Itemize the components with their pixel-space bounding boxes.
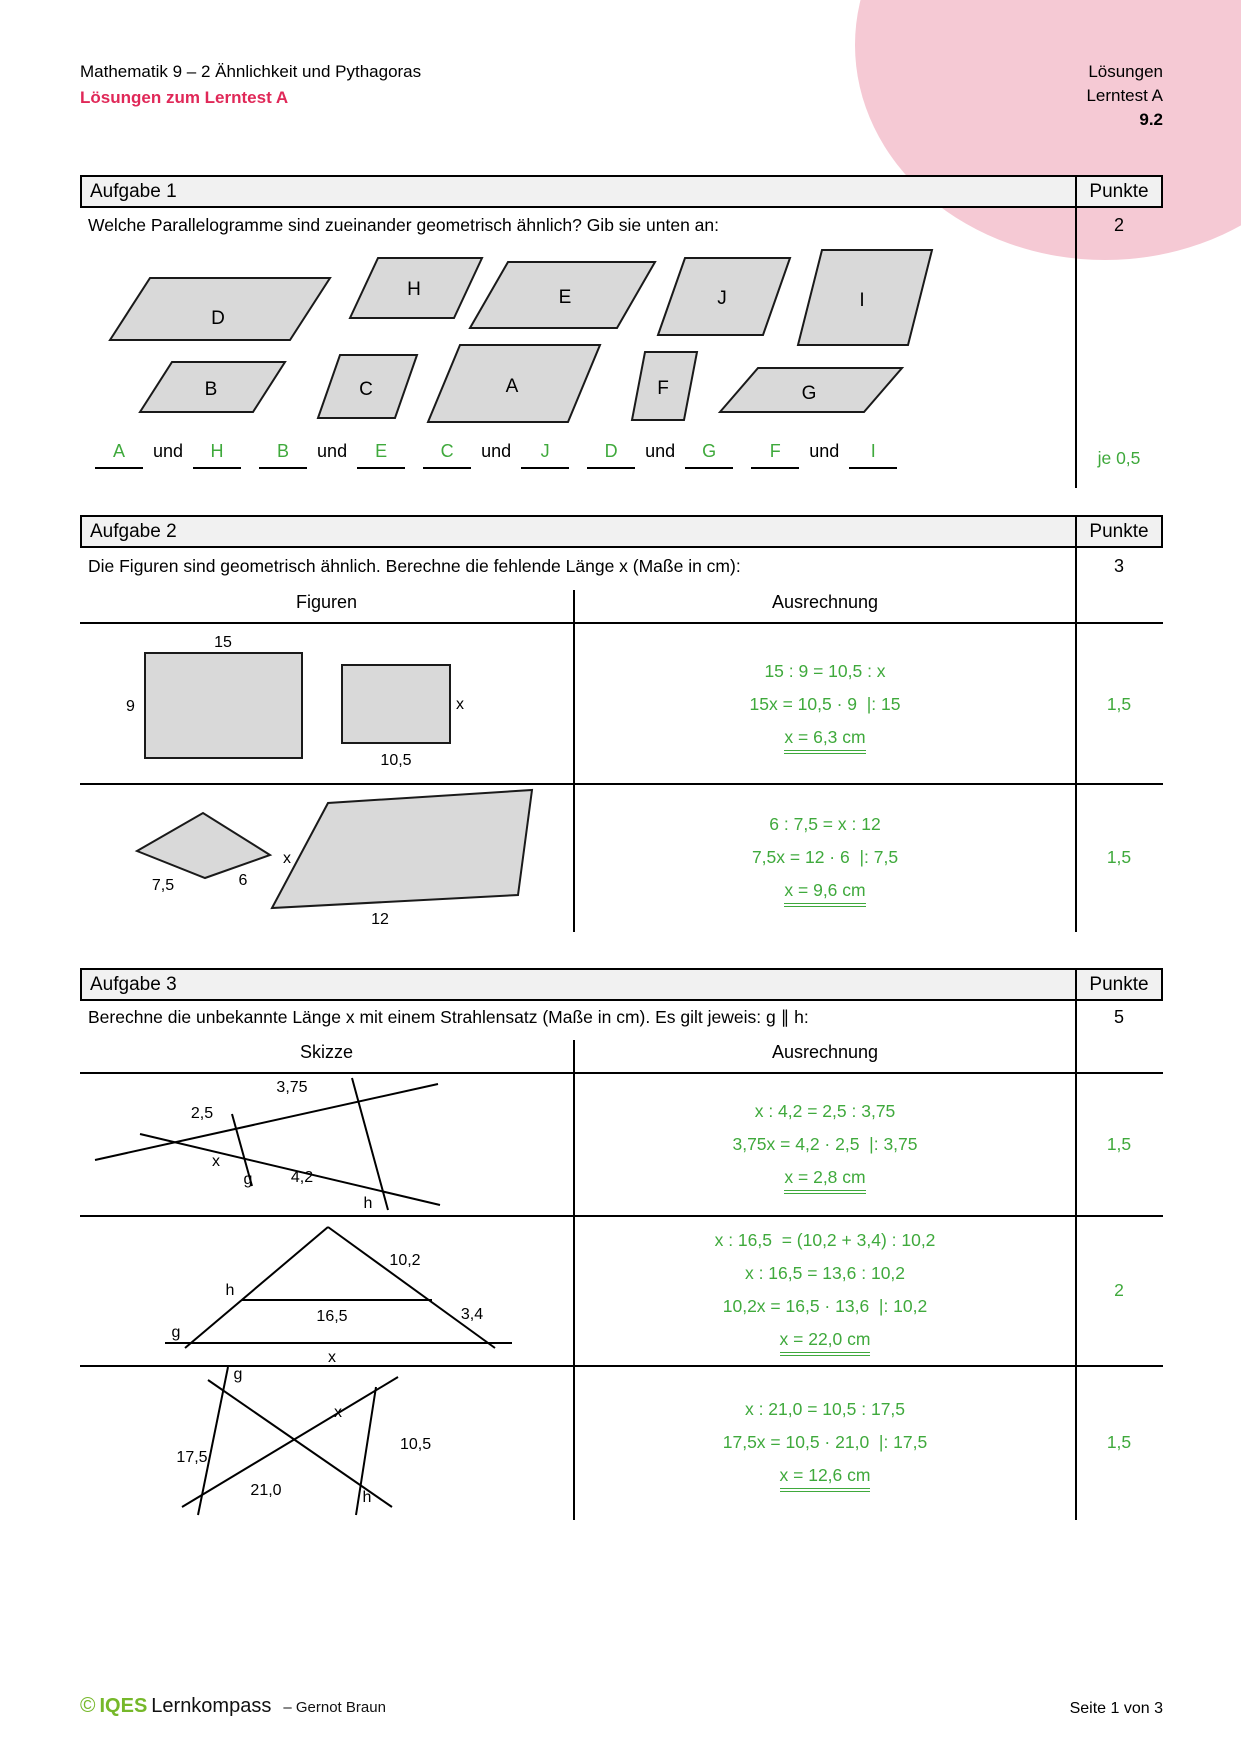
line-label-h: h (362, 1489, 372, 1506)
calc-line: x : 4,2 = 2,5 : 3,75 (754, 1101, 896, 1121)
answer-blank: C (423, 441, 471, 469)
dim-label-x: x (334, 1404, 342, 1421)
intercept-theorem-sketch-1 (80, 1074, 573, 1215)
task2-row2-calc (575, 783, 1075, 932)
task1-title: Aufgabe 1 (90, 180, 177, 202)
task1-points-value: 2 (1113, 215, 1124, 235)
similar-rectangles-figure (80, 625, 573, 783)
header-right-line1: Lösungen (1088, 62, 1163, 81)
task2-col-calc: Ausrechnung (771, 592, 879, 612)
line-label-h: h (225, 1282, 235, 1299)
transversal-g-line (198, 1367, 228, 1515)
calc-line: 10,2x = 16,5 · 13,6 |: 10,2 (722, 1296, 928, 1316)
task2-header (80, 515, 1163, 548)
large-quadrilateral (272, 790, 532, 908)
intercept-theorem-sketch-2 (80, 1215, 573, 1365)
large-rectangle (145, 653, 302, 758)
line-label-h: h (363, 1195, 373, 1212)
calc-line: 15 : 9 = 10,5 : x (764, 660, 886, 681)
answer-pair (259, 441, 405, 469)
dim-label: 16,5 (316, 1308, 348, 1325)
parallelogram-label: G (801, 383, 817, 404)
task2-row2-points: 1,5 (1106, 847, 1132, 867)
calc-line: 3,75x = 4,2 · 2,5 |: 3,75 (732, 1134, 918, 1154)
parallelogram-label: A (505, 376, 519, 397)
triangle-left-side-line (185, 1227, 328, 1348)
task2-question: Die Figuren sind geometrisch ähnlich. Berechne die fehlende Länge x (Maße in cm): (88, 556, 741, 576)
small-rectangle (342, 665, 450, 743)
parallelogram-label: D (211, 308, 225, 329)
answer-blank: E (357, 441, 405, 469)
answer-blank: H (193, 441, 241, 469)
course-title: Mathematik 9 – 2 Ähnlichkeit und Pythagoras (80, 62, 422, 81)
task1-question: Welche Parallelogramme sind zueinander geometrisch ähnlich? Gib sie unten an: (88, 215, 719, 235)
crossing-line-1 (208, 1380, 392, 1507)
parallelograms-figure (80, 240, 1080, 440)
task2-col-figures: Figuren (295, 592, 358, 612)
parallelogram-label: C (359, 379, 373, 400)
pink-corner-decoration (855, 0, 1241, 260)
task3-row3-points: 1,5 (1106, 1432, 1132, 1452)
calc-line: x : 16,5 = (10,2 + 3,4) : 10,2 (714, 1230, 936, 1250)
answer-pair (95, 441, 241, 469)
header-right-block (1086, 60, 1163, 132)
line-label-g: g (171, 1324, 181, 1341)
dim-label: 7,5 (151, 877, 175, 894)
parallelogram-label: B (204, 379, 218, 400)
calc-result: x = 2,8 cm (784, 1165, 865, 1194)
page-title: Lösungen zum Lerntest A (80, 88, 289, 107)
crossing-line-2 (182, 1377, 398, 1507)
calc-line: 17,5x = 10,5 · 21,0 |: 17,5 (722, 1432, 928, 1452)
author-name: – Gernot Braun (283, 1699, 386, 1716)
line-label-g: g (243, 1171, 253, 1188)
intercept-theorem-sketch-3 (80, 1365, 573, 1520)
parallelogram-label: J (717, 288, 727, 309)
dim-label: 21,0 (250, 1482, 282, 1499)
calc-result: x = 22,0 cm (780, 1327, 871, 1356)
task2-title: Aufgabe 2 (90, 520, 177, 542)
calc-line: x : 16,5 = 13,6 : 10,2 (744, 1263, 906, 1283)
answer-blank: B (259, 441, 307, 469)
task3-row1-points: 1,5 (1106, 1134, 1132, 1154)
answer-pair (587, 441, 733, 469)
task2-row1-calc (575, 625, 1075, 783)
answer-blank: J (521, 441, 569, 469)
task3-row2-calc (575, 1215, 1075, 1365)
footer-brand (80, 1694, 386, 1718)
task2-points-value: 3 (1113, 556, 1124, 576)
calc-line: 15x = 10,5 · 9 |: 15 (749, 693, 901, 714)
task1-points-each: je 0,5 (1097, 448, 1141, 468)
dim-label-x: x (328, 1349, 336, 1366)
answer-blank: F (751, 441, 799, 469)
answer-pair (751, 441, 897, 469)
answer-pair (423, 441, 569, 469)
dim-label-left: 9 (126, 698, 135, 715)
und-label: und (153, 441, 184, 461)
calc-result: x = 12,6 cm (780, 1463, 871, 1492)
brand-iqes: IQES (99, 1695, 148, 1717)
answer-blank: A (95, 441, 143, 469)
task2-row1-points: 1,5 (1106, 693, 1132, 714)
task3-row1-calc (575, 1074, 1075, 1215)
dim-label: 3,4 (460, 1306, 484, 1323)
dim-label-x: x (283, 850, 291, 867)
parallelogram-label: E (558, 287, 572, 308)
dim-label: 12 (371, 911, 389, 928)
answer-blank: D (587, 441, 635, 469)
task3-row2-points: 2 (1114, 1279, 1124, 1300)
dim-label: 3,75 (276, 1079, 308, 1096)
upper-ray-line (95, 1084, 438, 1160)
similar-quadrilaterals-figure (80, 783, 573, 932)
task3-title: Aufgabe 3 (90, 973, 177, 995)
chapter-number: 9.2 (1139, 110, 1163, 129)
parallelogram-label: F (657, 378, 669, 399)
transversal-h-line (352, 1078, 388, 1210)
und-label: und (481, 441, 512, 461)
parallelogram-label: H (407, 279, 421, 300)
triangle-right-side-line (328, 1227, 495, 1348)
task3-header (80, 968, 1163, 1001)
und-label: und (645, 441, 676, 461)
task3-points-label: Punkte (1089, 973, 1149, 995)
answer-blank: I (849, 441, 897, 469)
calc-result: x = 9,6 cm (784, 878, 865, 907)
task3-row3-calc (575, 1365, 1075, 1520)
page-number: Seite 1 von 3 (1069, 1700, 1163, 1717)
dim-label: 10,5 (400, 1436, 432, 1453)
dim-label-x: x (456, 696, 464, 713)
calc-result: x = 6,3 cm (784, 725, 865, 754)
task2-colhead-rule (80, 622, 1163, 624)
dim-label: 17,5 (176, 1449, 208, 1466)
task3-col-sketch: Skizze (299, 1042, 353, 1062)
calc-line: x : 21,0 = 10,5 : 17,5 (744, 1399, 906, 1419)
answer-blank: G (685, 441, 733, 469)
brand-lernkompass: Lernkompass (151, 1695, 272, 1717)
parallelogram-I (798, 250, 932, 345)
task3-points-value: 5 (1113, 1007, 1124, 1027)
und-label: und (809, 441, 840, 461)
dim-label-x: x (212, 1153, 220, 1170)
task1-answer-row (95, 441, 897, 469)
header-right-line2: Lerntest A (1086, 86, 1163, 105)
calc-line: 6 : 7,5 = x : 12 (769, 814, 881, 834)
task3-col-calc: Ausrechnung (771, 1042, 879, 1062)
task1-header (80, 175, 1163, 208)
task3-question: Berechne die unbekannte Länge x mit einem Strahlensatz (Maße in cm). Es gilt jeweis: g ∥ h: (88, 1007, 809, 1027)
dim-label-top: 15 (214, 634, 232, 651)
dim-label-bottom: 10,5 (380, 752, 412, 769)
dim-label: 4,2 (290, 1169, 314, 1186)
dim-label: 2,5 (190, 1105, 214, 1122)
small-quadrilateral (137, 813, 270, 878)
calc-line: 7,5x = 12 · 6 |: 7,5 (751, 847, 899, 867)
line-label-g: g (233, 1366, 243, 1383)
task1-points-label: Punkte (1089, 180, 1149, 202)
und-label: und (317, 441, 348, 461)
parallelogram-label: I (859, 290, 865, 311)
dim-label: 6 (238, 872, 248, 889)
copyright-icon: © (80, 1694, 96, 1717)
dim-label: 10,2 (389, 1252, 421, 1269)
task2-points-label: Punkte (1089, 520, 1149, 542)
